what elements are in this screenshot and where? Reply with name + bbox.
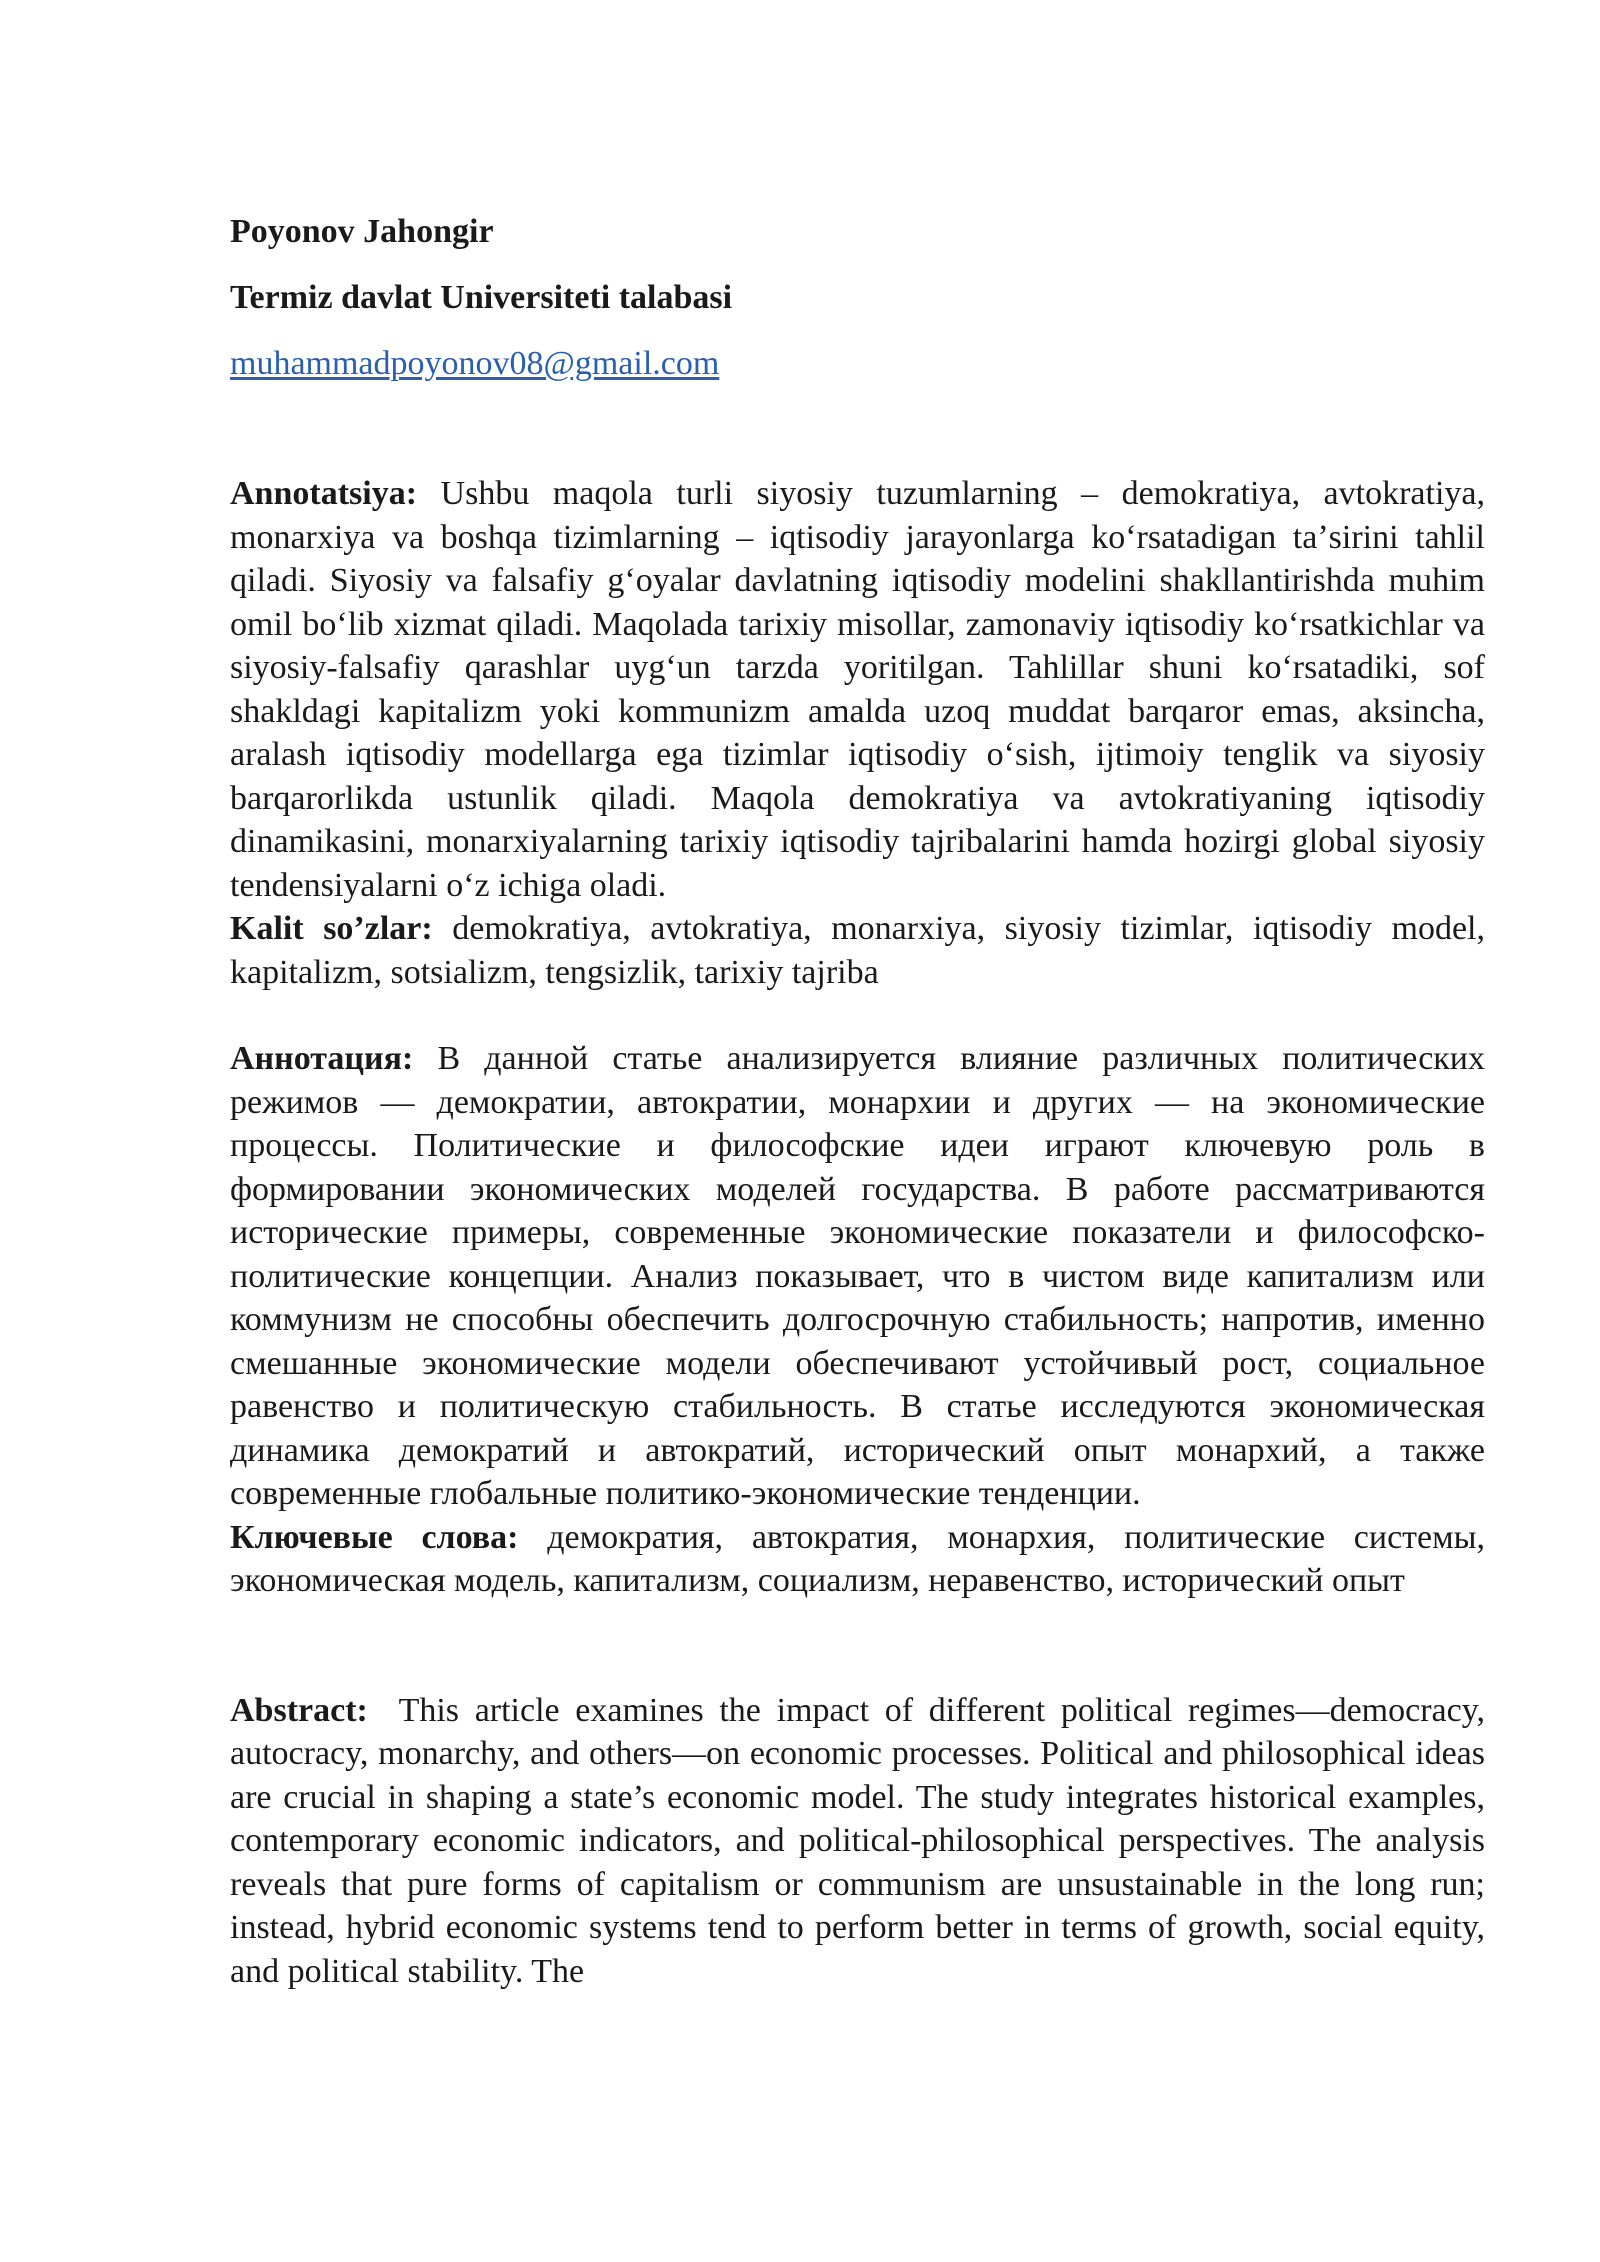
abstract-uz-text: Ushbu maqola turli siyosiy tuzumlarning – demokratiya, avtokratiya, monarxiya va boshqa tizimlarning – iqtisodiy jarayonlarga koʻrsatadigan taʼsirini tahlil qiladi. Siyosiy va falsafiy gʻoyalar davlatning iqtisodiy modelini shakllantirishda muhim omil boʻlib xizmat qiladi. Maqolada tarixiy misollar, zamonaviy iqtisodiy koʻrsatkichlar va siyosiy-falsafiy qarashlar uygʻun tarzda yoritilgan. Tahlillar shuni koʻrsatadiki, sof shakldagi kapitalizm yoki kommunizm amalda uzoq muddat barqaror emas, aksincha, aralash iqtisodiy modellarga ega tizimlar iqtisodiy oʻsish, ijtimoiy tenglik va siyosiy barqarorlikda ustunlik qiladi. Maqola demokratiya va avtokratiyaning iqtisodiy dinamikasini, monarxiyalarning tarixiy iqtisodiy tajribalarini hamda hozirgi global siyosiy tendensiyalarni oʻz ichiga oladi. [230,475,1485,904]
keywords-uz-text: demokratiya, avtokratiya, monarxiya, siyosiy tizimlar, iqtisodiy model, kapitalizm, sotsializm, tengsizlik, tarixiy tajriba [230,910,1486,991]
abstract-ru-text: В данной статье анализируется влияние различных политических режимов — демократии, автократии, монархии и других — на экономические процессы. Политические и философские идеи играют ключевую роль в формировании экономических моделей государства. В работе рассматриваются исторические примеры, современные экономические показатели и философско-политические концепции. Анализ показывает, что в чистом виде капитализм или коммунизм не способны обеспечить долгосрочную стабильность; напротив, именно смешанные экономические модели обеспечивают устойчивый рост, социальное равенство и политическую стабильность. В статье исследуются экономическая динамика демократий и автократий, исторический опыт монархий, а также современные глобальные политико-экономические тенденции. [230,1040,1486,1512]
abstract-uz [230,472,1485,907]
keywords-ru-text: демократия, автократия, монархия, политические системы, экономическая модель, капитализм, социализм, неравенство, исторический опыт [230,1518,1485,1599]
spacer [230,1603,1485,1689]
abstract-ru-label: Аннотация: [230,1040,414,1077]
spacer [230,386,1485,472]
abstract-uz-label: Annotatsiya: [230,475,418,512]
abstract-en-text: This article examines the impact of different political regimes—democracy, autocracy, monarchy, and others—on economic processes. Political and philosophical ideas are crucial in shaping a state’s economic model. The study integrates historical examples, contemporary economic indicators, and political-philosophical perspectives. The analysis reveals that pure forms of capitalism or communism are unsustainable in the long run; instead, hybrid economic systems tend to perform better in terms of growth, social equity, and political stability. The [230,1691,1485,1990]
author-affiliation: Termiz davlat Universiteti talabasi [230,279,733,316]
spacer [230,994,1485,1037]
keywords-uz-label: Kalit so’zlar: [230,910,433,947]
abstract-ru [230,1037,1485,1516]
author-email-link[interactable]: muhammadpoyonov08@gmail.com [230,345,720,382]
abstract-en-label: Abstract: [230,1691,368,1729]
keywords-uz [230,907,1485,994]
keywords-ru [230,1516,1485,1603]
author-name: Poyonov Jahongir [230,213,494,250]
paper-page [230,210,1485,1993]
keywords-ru-label: Ключевые слова: [230,1518,519,1556]
abstract-en [230,1689,1485,1994]
